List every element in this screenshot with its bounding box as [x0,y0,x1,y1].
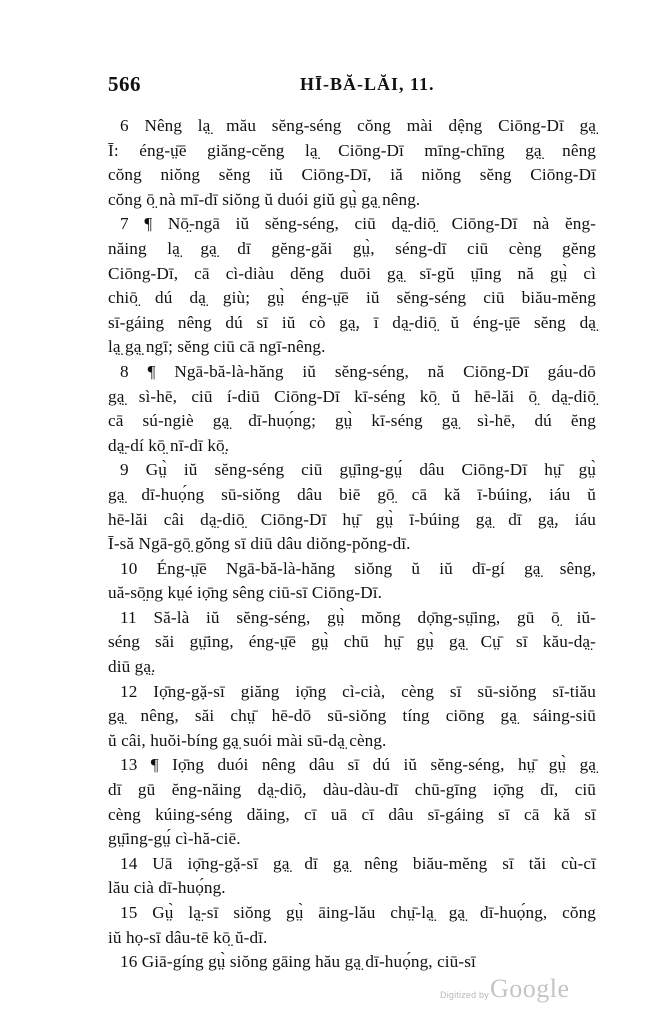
verse [108,680,596,754]
verse-line: cèng kúing-séng dăing, cī uā cī dâu sī-gáing sī cā kă sī [108,804,596,824]
verse [108,557,596,606]
verse-line: năing lạ̤ gạ̤ dī gĕng-găi gṳ̀, séng-dī ciū cèng gĕng [108,238,596,258]
verse-line: sī-gáing nêng dú sī iŭ cò gạ̤, ī dạ̤-diō̤ ŭ éng-ṳ̄ē sĕng dạ̤ [108,312,596,332]
verse-line: iŭ họ-sī dâu-tē kō̤ ŭ-dī. [108,927,268,947]
verse-line: 8 ¶ Ngā-bă-là-hăng iŭ sĕng-séng, nă Ciōng-Dī gáu-dō [120,361,596,381]
verse [108,606,596,680]
verse [108,458,596,556]
verse-line: cŏng niŏng sĕng iŭ Ciōng-Dī, iă niŏng sĕng Ciōng-Dī [108,165,596,185]
verse-line: gạ̤ sì-hē, ciū í-diū Ciōng-Dī kī-séng kō̤ ŭ hē-lăi ō̤ dạ̤-diō̤ [108,386,596,406]
page-number: 566 [108,72,141,96]
verse-line: 14 Uā iọ̄ng-gặ-sī gạ̤ dī gạ̤ nêng biău-mĕng sī tăi cù-cī [120,853,596,873]
digitized-by-label: Digitized by [440,990,489,1000]
digitized-by-watermark [440,974,580,1010]
verse [108,212,596,360]
verse-line: séng săi gṳ̄ing, éng-ṳ̄ē gṳ̀ chū hṳ̄ gṳ̀ gạ̤ Cṳ̄ sī kău-dạ̤- [108,632,596,652]
verse-line: diū gạ̤. [108,657,156,677]
verse-line: ŭ câi, huŏi-bíng gạ̤ suói mài sū-dạ̤ cèng. [108,730,387,750]
verse-line: cŏng ō̤ nà mī-dī siŏng ŭ duói giŭ gṳ̀ gạ̤ nêng. [108,189,421,209]
verse [108,360,596,458]
verse [108,901,596,950]
verse-line: 7 ¶ Nō̤-ngā iŭ sĕng-séng, ciū dạ̤-diō̤ Ciōng-Dī nà ĕng- [120,214,596,234]
verse-line: 16 Giā-gíng gṳ̀ siŏng gāing hău gạ̤ dī-huọ́ng, ciū-sī [120,952,476,972]
verse [108,950,596,975]
verse [108,852,596,901]
verse-line: uă-sō̤ng kṳé iọ̄ng sêng ciū-sī Ciōng-Dī. [108,583,382,603]
verse-line: Ciōng-Dī, cā cì-diàu dĕng duōi gạ̤ sī-gŭ ṳ̄ing nă gṳ̀ cì [108,263,596,283]
verse [108,753,596,851]
verse-line: 9 Gṳ̀ iŭ sĕng-séng ciū gṳ̄ing-gṳ́ dâu Ciōng-Dī hṳ̄ gṳ̀ [120,460,596,480]
running-title: HĪ-BĂ-LĂI, 11. [300,74,435,94]
verse-line: dī gū ĕng-năing dạ̤-diō̤, dàu-dàu-dī chū-gīng iọ̄ng dī, ciū [108,780,596,800]
verse-line: 13 ¶ Iọ̄ng duói nêng dâu sī dú iŭ sĕng-séng, hṳ̄ gṳ̀ gạ̤ [120,755,596,775]
verse-line: 10 Éng-ṳ̄ē Ngā-bă-là-hăng siŏng ŭ iŭ dī-gí gạ̤ sêng, [120,558,596,578]
running-head [108,72,596,98]
verse-line: 15 Gṳ̀ lạ̤-sī siŏng gṳ̀ āing-lău chṳ̄-lạ̤ gạ̤ dī-huọ́ng, cŏng [120,903,596,922]
verse-line: Ī-să Ngā-gō̤ gŏng sī diū dâu diŏng-pŏng-dī. [108,534,411,554]
verse-line: gạ̤ dī-huọ́ng sū-siŏng dâu biē gō̤ cā kă ī-búing, iáu ŭ [108,484,596,504]
verse-line: 6 Nêng lạ̤ mău sĕng-séng cŏng mài dệng Ciōng-Dī gạ̤ [120,116,596,135]
verse-line: 11 Să-là iŭ sĕng-séng, gṳ̀ mŏng dọ̄ng-sṳ̄ing, gū ō̤ iŭ- [120,607,596,627]
verse-line: lạ̤ gạ̤ ngī; sĕng ciū cā ngī-nêng. [108,337,326,357]
google-logo: Google [490,974,570,1003]
verse-line: cā sú-ngiè gạ̤ dī-huọ́ng; gṳ̀ kī-séng gạ̤ sì-hē, dú ĕng [108,411,596,431]
verse-line: gṳ̄ing-gṳ́ cì-hă-ciē. [108,829,241,849]
verse-line: Ī: éng-ṳ̄ē giăng-cĕng lạ̤ Ciōng-Dī mīng-chīng gạ̤ nêng [108,140,596,160]
verse [108,114,596,212]
body-text [108,114,596,975]
verse-line: gạ̤ nêng, săi chṳ̄ hē-dō sū-siŏng tíng ciōng gạ̤ sáing-siū [108,706,596,726]
verse-line: 12 Iọ̄ng-gặ-sī giăng iọ̄ng cì-cià, cèng sī sū-siŏng sī-tiău [120,681,596,701]
verse-line: chiō̤ dú dạ̤ giù; gṳ̀ éng-ṳ̄ē iŭ sĕng-séng ciū biău-mĕng [108,288,596,308]
verse-line: lău cià dī-huọ́ng. [108,878,226,898]
verse-line: hē-lăi câi dạ̤-diō̤ Ciōng-Dī hṳ̄ gṳ̀ ī-búing gạ̤ dī gạ̤, iáu [108,509,596,529]
verse-line: dạ̤-dí kō̤ nī-dī kō̤. [108,435,230,455]
